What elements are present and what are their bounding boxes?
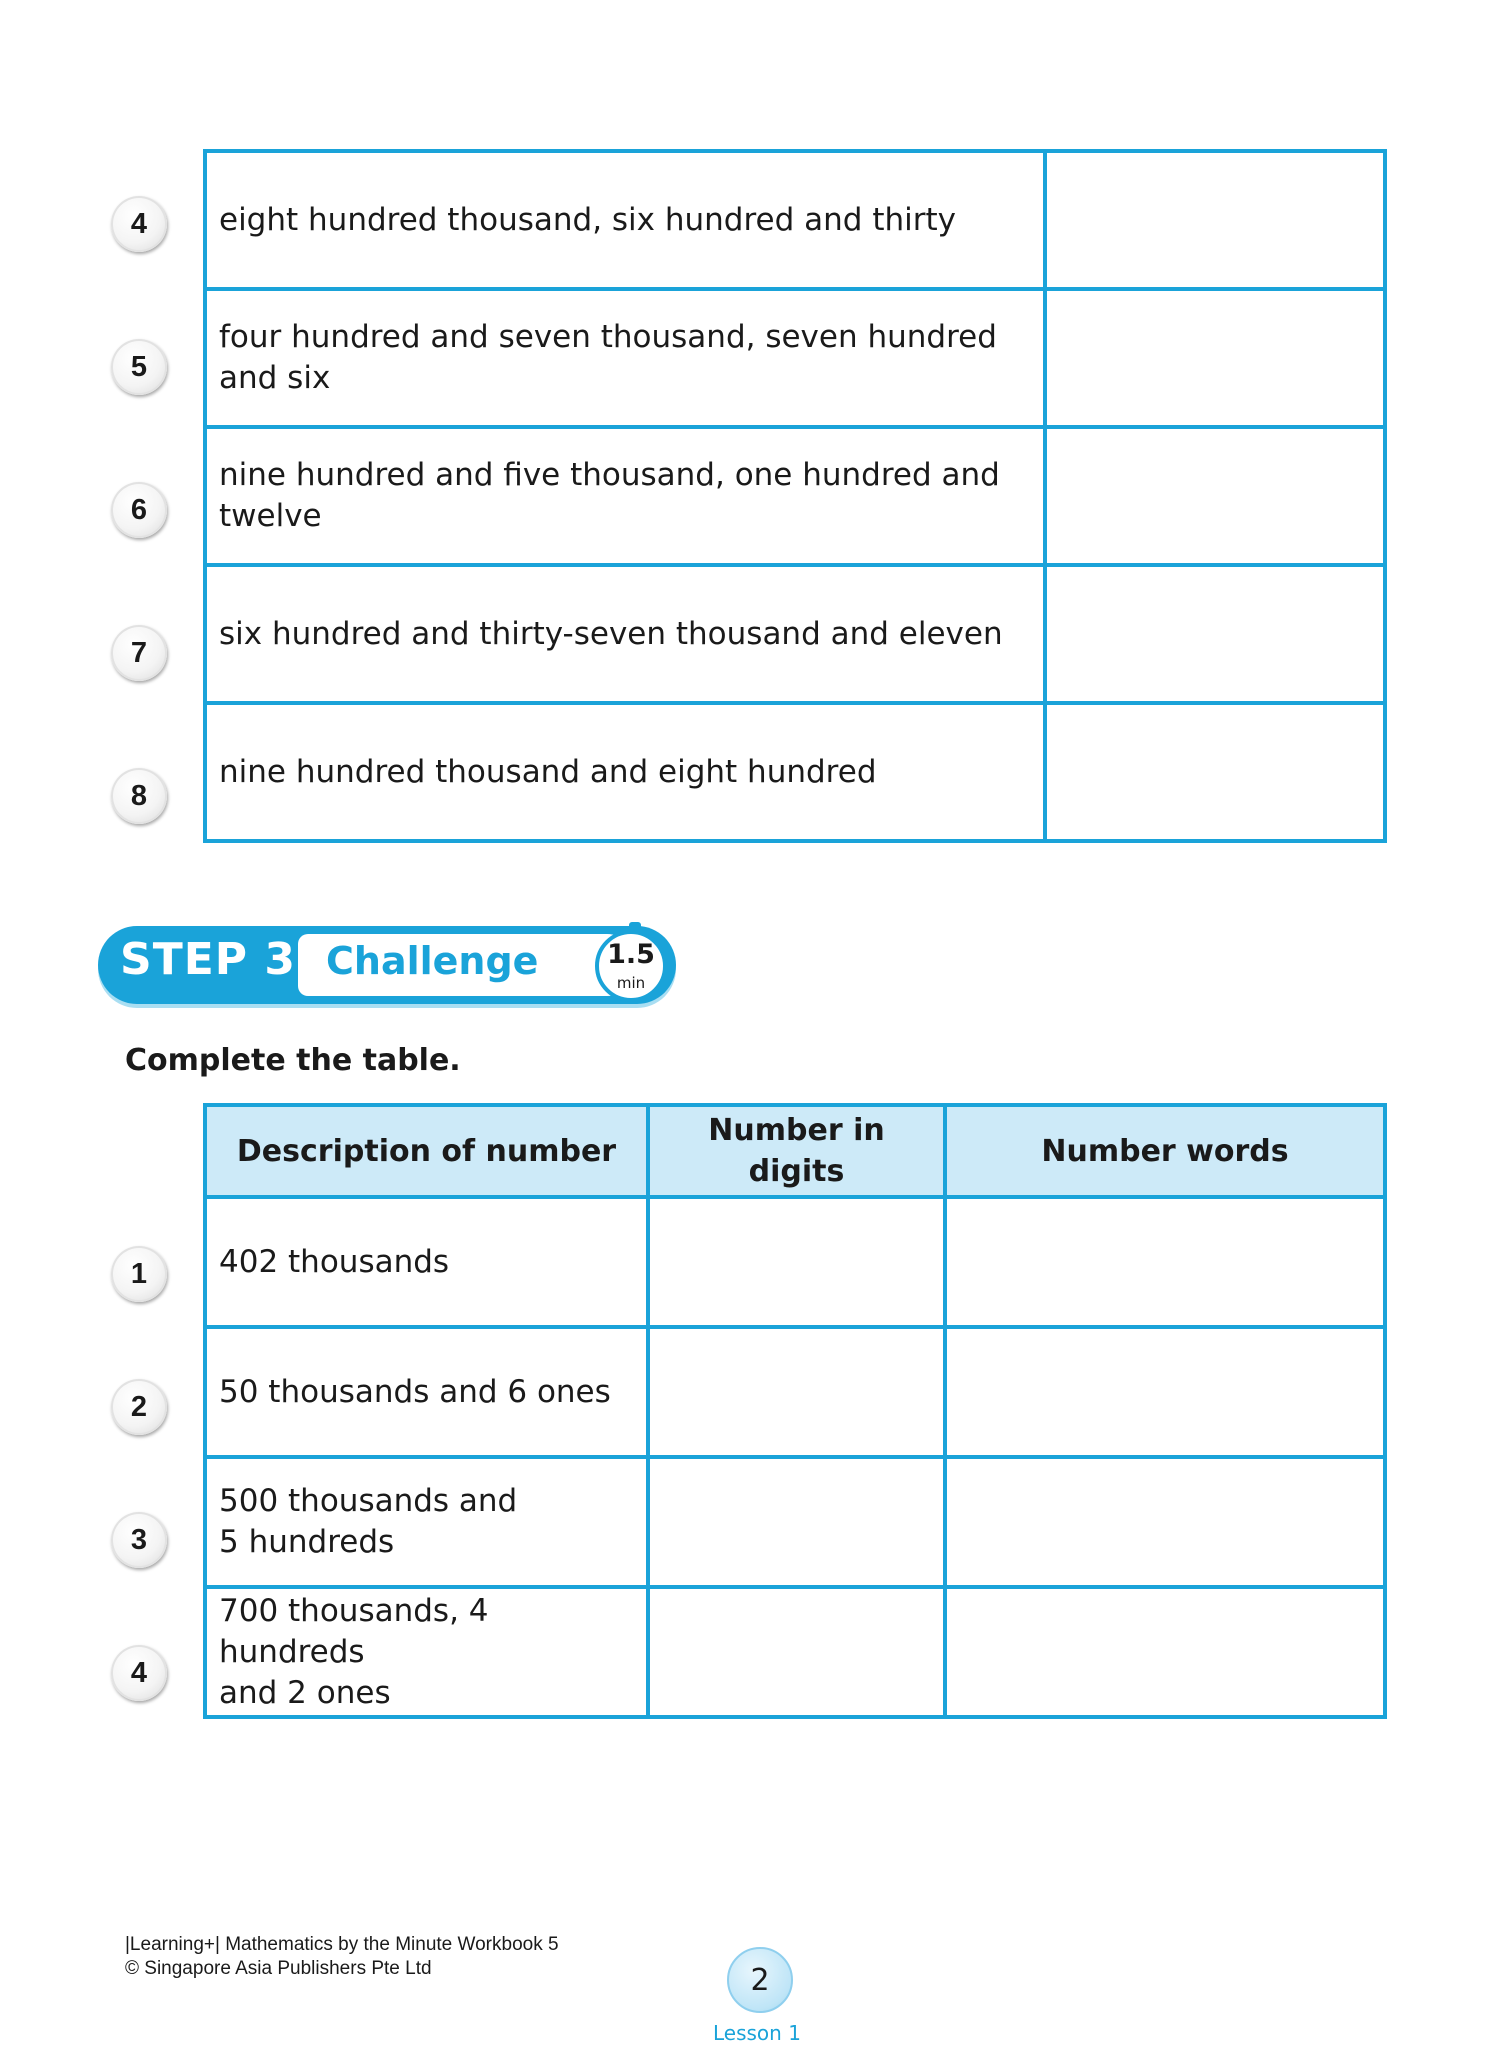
- digits-answer-cell[interactable]: [648, 1587, 945, 1717]
- table-row: [205, 427, 1385, 565]
- table-row: [205, 703, 1385, 841]
- instruction-text: Complete the table.: [125, 1043, 461, 1078]
- description-cell: 50 thousands and 6 ones: [205, 1327, 648, 1457]
- question-number-badge: 7: [111, 625, 167, 681]
- stopwatch-knob: [629, 922, 641, 932]
- number-words-cell: six hundred and thirty-seven thousand and eleven: [205, 565, 1045, 703]
- answer-cell[interactable]: [1045, 565, 1385, 703]
- footer-book-title: |Learning+| Mathematics by the Minute Workbook 5: [125, 1934, 559, 1955]
- question-number-badge: 2: [111, 1379, 167, 1435]
- column-header: Number words: [945, 1105, 1385, 1197]
- footer-copyright: © Singapore Asia Publishers Pte Ltd: [125, 1958, 432, 1979]
- stopwatch-icon: [595, 930, 667, 1002]
- words-answer-cell[interactable]: [945, 1457, 1385, 1587]
- table-row: [205, 565, 1385, 703]
- number-words-cell: four hundred and seven thousand, seven hundred and six: [205, 289, 1045, 427]
- answer-cell[interactable]: [1045, 427, 1385, 565]
- table-row: [205, 1197, 1385, 1327]
- number-words-cell: eight hundred thousand, six hundred and thirty: [205, 151, 1045, 289]
- table-row: [205, 1327, 1385, 1457]
- description-cell: 402 thousands: [205, 1197, 648, 1327]
- table-header-row: [205, 1105, 1385, 1197]
- digits-answer-cell[interactable]: [648, 1197, 945, 1327]
- question-number-badge: 1: [111, 1246, 167, 1302]
- step-label: STEP 3: [120, 934, 296, 985]
- timer-unit: min: [616, 974, 646, 992]
- number-words-cell: nine hundred thousand and eight hundred: [205, 703, 1045, 841]
- question-number-badge: 3: [111, 1512, 167, 1568]
- digits-answer-cell[interactable]: [648, 1327, 945, 1457]
- question-number-badge: 6: [111, 482, 167, 538]
- section-title: Challenge: [326, 939, 539, 983]
- step-banner: [98, 926, 676, 1010]
- table-row: [205, 289, 1385, 427]
- table-row: [205, 151, 1385, 289]
- page-number-badge: 2: [727, 1947, 793, 2013]
- column-header: Description of number: [205, 1105, 648, 1197]
- footer-credits: [125, 1933, 559, 1981]
- answer-cell[interactable]: [1045, 151, 1385, 289]
- lesson-label: Lesson 1: [713, 2021, 801, 2045]
- number-words-table: [203, 149, 1387, 843]
- answer-cell[interactable]: [1045, 289, 1385, 427]
- table-row: [205, 1457, 1385, 1587]
- question-number-badge: 8: [111, 768, 167, 824]
- digits-answer-cell[interactable]: [648, 1457, 945, 1587]
- question-number-badge: 4: [111, 196, 167, 252]
- question-number-badge: 5: [111, 339, 167, 395]
- number-words-cell: nine hundred and five thousand, one hundred and twelve: [205, 427, 1045, 565]
- table-row: [205, 1587, 1385, 1717]
- answer-cell[interactable]: [1045, 703, 1385, 841]
- challenge-table: [203, 1103, 1387, 1719]
- column-header: Number in digits: [648, 1105, 945, 1197]
- question-number-badge: 4: [111, 1645, 167, 1701]
- description-cell: 500 thousands and 5 hundreds: [205, 1457, 648, 1587]
- words-answer-cell[interactable]: [945, 1327, 1385, 1457]
- words-answer-cell[interactable]: [945, 1197, 1385, 1327]
- timer-value: 1.5: [607, 939, 655, 970]
- words-answer-cell[interactable]: [945, 1587, 1385, 1717]
- description-cell: 700 thousands, 4 hundreds and 2 ones: [205, 1587, 648, 1717]
